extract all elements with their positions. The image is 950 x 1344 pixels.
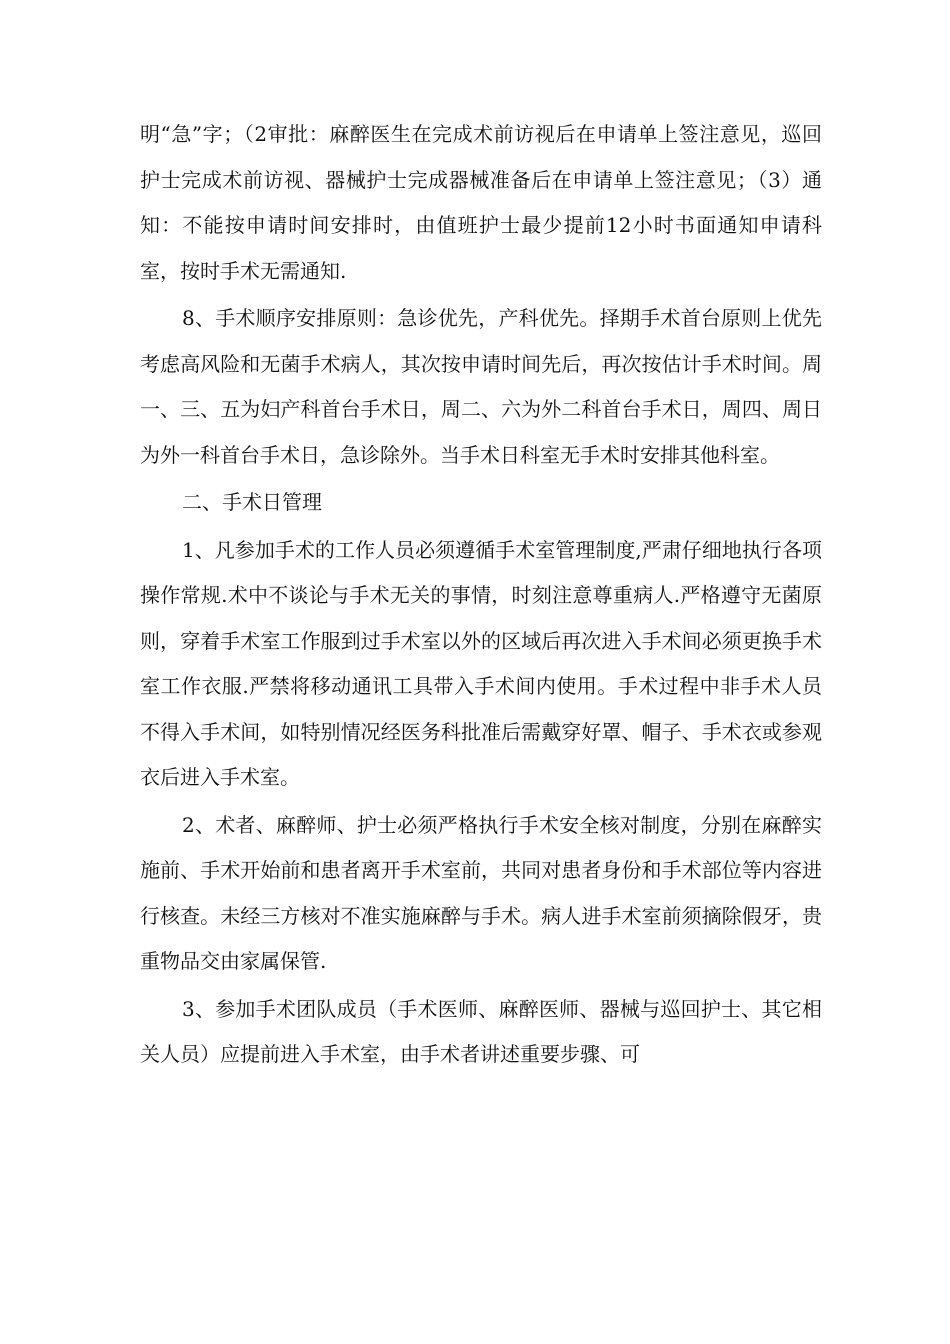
section-heading-surgery-day: 二、手术日管理 <box>182 490 322 514</box>
paragraph-rule-2: 2、术者、麻醉师、护士必须严格执行手术安全核对制度，分别在麻醉实施前、手术开始前和患者离开手术室前，共同对患者身份和手术部位等内容进行核查。未经三方核对不准实施麻醉与手术。病人进手术室前须摘除假牙，贵重物品交由家属保管. <box>140 812 822 973</box>
paragraph-rule-1: 1、凡参加手术的工作人员必须遵循手术室管理制度,严肃仔细地执行各项操作常规.术中不谈论与手术无关的事情，时刻注意尊重病人.严格遵守无菌原则，穿着手术室工作服到过手术室以外的区域后再次进入手术间必须更换手术室工作衣服.严禁将移动通讯工具带入手术间内使用。手术过程中非手术人员不得入手术间，如特别情况经医务科批准后需戴穿好罩、帽子、手术衣或参观衣后进入手术室。 <box>140 537 822 789</box>
document-body <box>140 112 822 1078</box>
paragraph-surgery-order: 8、手术顺序安排原则：急诊优先，产科优先。择期手术首台原则上优先考虑高风险和无菌手术病人，其次按申请时间先后，再次按估计手术时间。周一、三、五为妇产科首台手术日，周二、六为外二科首台手术日，周四、周日为外一科首台手术日，急诊除外。当手术日科室无手术时安排其他科室。 <box>140 306 822 467</box>
paragraph-approval-notice: 明“急”字；（2审批：麻醉医生在完成术前访视后在申请单上签注意见，巡回护士完成术前访视、器械护士完成器械准备后在申请单上签注意见；（3）通知：不能按申请时间安排时，由值班护士最少提前12小时书面通知申请科室，按时手术无需通知. <box>140 122 822 283</box>
paragraph-rule-3: 3、参加手术团队成员（手术医师、麻醉医师、器械与巡回护士、其它相关人员）应提前进入手术室，由手术者讲述重要步骤、可 <box>140 996 822 1066</box>
